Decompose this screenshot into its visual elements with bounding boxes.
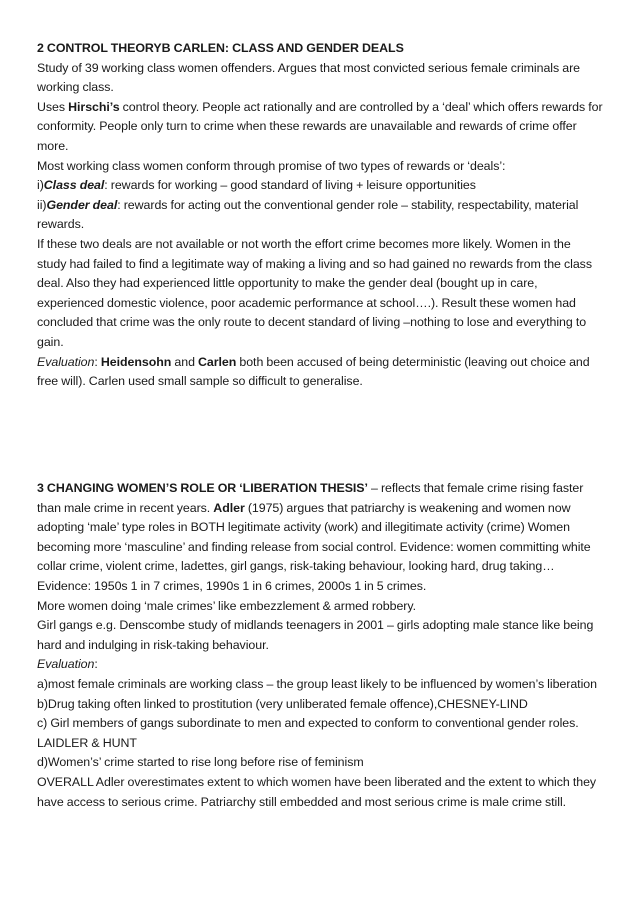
evaluation-colon: : [94, 657, 98, 672]
evaluation-point-d: d)Women’s’ crime started to rise long before rise of feminism [37, 755, 364, 770]
section3-heading: 3 CHANGING WOMEN’S ROLE OR ‘LIBERATION THESIS’ [37, 481, 368, 495]
overall-paragraph: OVERALL Adler overestimates extent to which women have been liberated and the extent to which they have access to serious crime. Patriarchy still embedded and most serious crime is male crime still. [37, 774, 597, 809]
gender-deal-text: : rewards for acting out the conventional gender role – stability, respectability, material rewards. [37, 197, 579, 232]
evaluation-and: and [171, 354, 199, 369]
evaluation-label: Evaluation [37, 354, 95, 369]
study-paragraph: Study of 39 working class women offenders. Argues that most convicted serious female criminals are working class. [37, 60, 581, 95]
gender-deal-term: Gender deal [46, 197, 118, 212]
evaluation-point-b: b)Drug taking often linked to prostitution (very unliberated female offence),CHESNEY-LIND [37, 696, 528, 711]
carlen-name: Carlen [198, 354, 237, 369]
gender-deal-item [37, 196, 603, 235]
heidensohn-name: Heidensohn [100, 354, 172, 369]
uses-prefix: Uses [37, 99, 69, 114]
class-deal-text: : rewards for working – good standard of living + leisure opportunities [104, 178, 476, 193]
adler-name: Adler [213, 500, 245, 515]
section2-evaluation [37, 353, 603, 392]
hirschi-paragraph [37, 98, 603, 157]
liberation-intro-text: – reflects that female crime rising faster than male crime in recent years. [37, 481, 584, 515]
class-deal-prefix: i) [37, 178, 44, 193]
liberation-intro [37, 479, 603, 577]
male-crimes-line: More women doing ‘male crimes’ like embezzlement & armed robbery. [37, 598, 416, 613]
deals-intro: Most working class women conform through promise of two types of rewards or ‘deals’: [37, 158, 506, 173]
evidence-line: Evidence: 1950s 1 in 7 crimes, 1990s 1 in 6 crimes, 2000s 1 in 5 crimes. [37, 578, 427, 593]
uses-rest: control theory. People act rationally and are controlled by a ‘deal’ which offers rewards for conformity. People only turn to crime when these rewards are unavailable and rewards of crime offer more. [37, 99, 603, 153]
evaluation-point-c: c) Girl members of gangs subordinate to men and expected to conform to conventional gender roles. LAIDLER & HUNT [37, 716, 579, 750]
class-deal-term: Class deal [43, 178, 105, 193]
class-deal-item [37, 176, 603, 196]
section3-evaluation-label [37, 655, 603, 675]
evaluation-text: both been accused of being deterministic (leaving out choice and free will). Carlen used small sample so difficult to generalise. [37, 354, 590, 389]
evaluation-point-a: a)most female criminals are working class – the group least likely to be influenced by women’s liberation [37, 676, 597, 691]
crime-likely-paragraph: If these two deals are not available or not worth the effort crime becomes more likely. Women in the study had failed to find a legitimate way of making a living and so had gained no rewards from the class deal. Also they had experienced little opportunity to make the gender deal (bought up in care, experienced domestic violence, poor academic performance at school….). Result these women had concluded that crime was the only route to decent standard of living –nothing to lose and everything to gain. [37, 236, 592, 349]
hirschi-name: Hirschi’s [68, 99, 120, 114]
section-liberation-thesis [37, 479, 603, 812]
evaluation-colon: : [94, 354, 101, 369]
gender-deal-prefix: ii) [37, 197, 47, 212]
section-control-theory [37, 39, 603, 392]
section2-heading: 2 CONTROL THEORYB CARLEN: CLASS AND GENDER DEALS [37, 41, 404, 55]
adler-text: (1975) argues that patriarchy is weakening and women now adopting ‘male’ type roles in BOTH legitimate activity (work) and illegitimate activity (crime) Women becoming more ‘masculine’ and finding release from social control. Evidence: women committing white collar crime, violent crime, ladettes, girl gangs, risk-taking behaviour, looking hard, drug taking… [37, 500, 591, 574]
girl-gangs-line: Girl gangs e.g. Denscombe study of midlands teenagers in 2001 – girls adopting male stance like being hard and indulging in risk-taking behaviour. [37, 618, 594, 652]
evaluation-label: Evaluation [37, 657, 95, 672]
